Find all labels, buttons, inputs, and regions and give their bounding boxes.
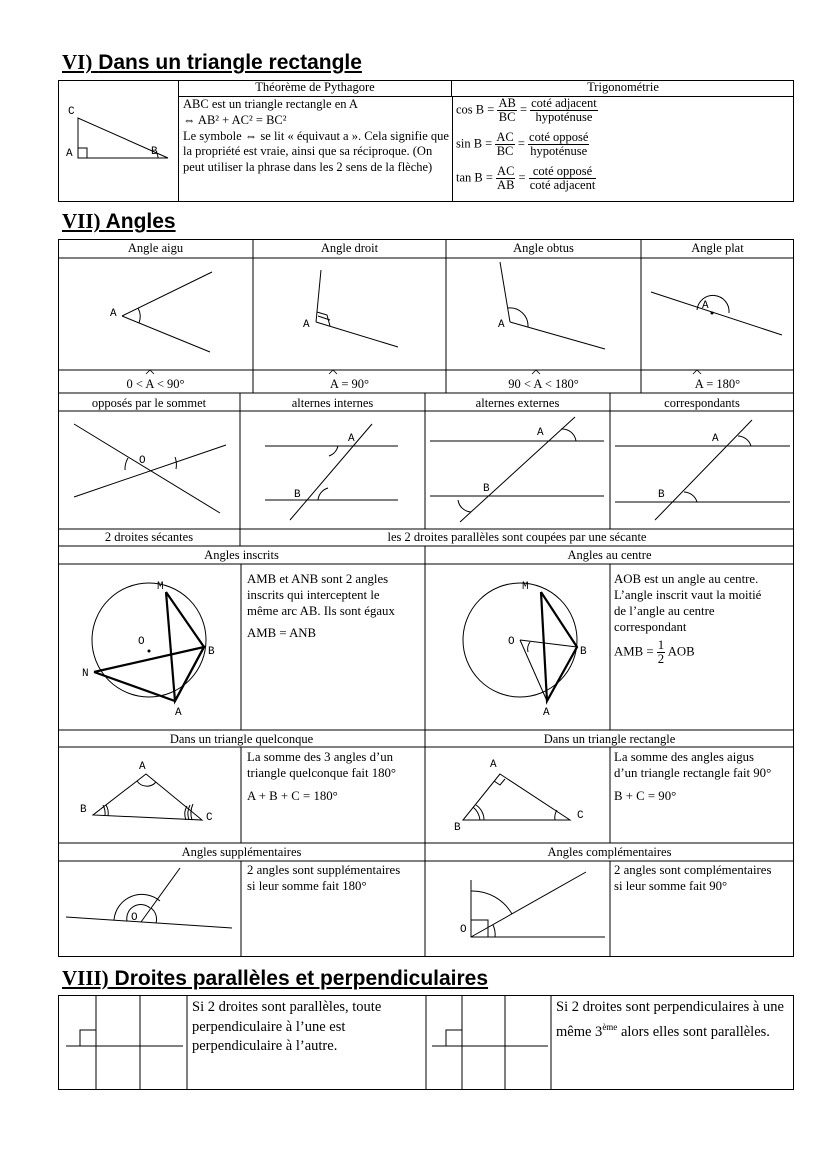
ae-label-b: B (483, 483, 490, 495)
comp-label-o: O (460, 924, 467, 936)
r-label-b: B (454, 822, 461, 834)
tan-num-1: AC (497, 164, 515, 178)
comp-line-2: si leur somme fait 90° (614, 879, 728, 893)
sin-den-1: BC (496, 144, 514, 158)
supp-line-1: 2 angles sont supplémentaires (247, 863, 401, 877)
section-8-number: VIII) (62, 966, 109, 990)
obtus-label-a: A (498, 319, 505, 331)
inscrits-line-1: AMB et ANB sont 2 angles (247, 572, 389, 586)
header-centre: Angles au centre (567, 548, 652, 562)
header-opposes: opposés par le sommet (91, 396, 207, 410)
header-alternes-internes: alternes internes (291, 396, 374, 410)
label-b: B (151, 146, 158, 158)
parallel-right-text-1: Si 2 droites sont perpendiculaires à une même 3 (556, 999, 784, 1040)
supp-label-o: O (131, 912, 138, 924)
tan-label: tan B = (456, 170, 493, 185)
quelc-line-2: triangle quelconque fait 180° (247, 766, 397, 780)
quelc-line-1: La somme des 3 angles d’un (247, 750, 394, 764)
centre-line-3: de l’angle au centre (614, 604, 715, 618)
cond-plat: A = 180° (694, 377, 741, 391)
inscrits-line-4: AMB = ANB (247, 626, 317, 640)
label-a: A (66, 148, 73, 160)
centre-formula-right: AOB (667, 644, 695, 659)
header-complementaires: Angles complémentaires (547, 845, 672, 859)
sin-num-2: coté opposé (529, 130, 589, 144)
section-8-title: Droites parallèles et perpendiculaires (114, 967, 489, 990)
quelc-line-3: A + B + C = 180° (247, 789, 338, 803)
parallel-right-text-2: alors elles sont parallèles. (617, 1023, 770, 1040)
inscrits-line-2: inscrits qui interceptent le (247, 588, 380, 602)
centre-line-1: AOB est un angle au centre. (614, 572, 759, 586)
header-angle-droit: Angle droit (320, 241, 379, 255)
header-supplementaires: Angles supplémentaires (181, 845, 302, 859)
cos-num-1: AB (498, 96, 516, 110)
parallel-left-text: Si 2 droites sont parallèles, toute perpendiculaire à l’une est perpendiculaire à l’autre. (192, 999, 382, 1054)
sin-formula: sin B = $\frac{AC}{BC}$ = $\frac{\text{coté opposé}}{\text{hypoténuse}}$ (456, 130, 589, 158)
rect-line-1: La somme des angles aigus (614, 750, 755, 764)
centre-line-4: correspondant (614, 620, 687, 634)
cent-label-o: O (508, 636, 515, 648)
droit-label-a: A (303, 319, 310, 331)
rect-line-2: d’un triangle rectangle fait 90° (614, 766, 772, 780)
header-alternes-externes: alternes externes (475, 396, 560, 410)
sin-den-2: hypoténuse (530, 144, 588, 158)
supp-line-2: si leur somme fait 180° (247, 879, 367, 893)
insc-label-m: M (157, 581, 164, 593)
footer-paralleles: les 2 droites parallèles sont coupées par une sécante (387, 530, 647, 544)
comp-line-1: 2 angles sont complémentaires (614, 863, 772, 877)
tan-num-2: coté opposé (529, 165, 597, 179)
inscrits-line-3: même arc AB. Ils sont égaux (247, 604, 395, 618)
header-angle-plat: Angle plat (691, 241, 744, 255)
insc-label-o: O (138, 636, 145, 648)
pyth-line-2: ⇔ AB² + AC² = BC² (183, 112, 287, 127)
cos-num-2: coté adjacent (531, 96, 597, 110)
aigu-label-a: A (110, 308, 117, 320)
cond-droit: A = 90° (329, 377, 370, 391)
header-correspondants: correspondants (664, 396, 740, 410)
tan-den-1: AB (497, 178, 515, 192)
section-6-title: Dans un triangle rectangle (98, 51, 362, 74)
cond-aigu: 0 < A < 90° (126, 377, 185, 391)
r-label-a: A (490, 759, 497, 771)
insc-label-b: B (208, 646, 215, 658)
section-6-number: VI) (62, 50, 93, 74)
cond-obtus: 90 < A < 180° (508, 377, 579, 391)
ae-label-a: A (537, 427, 544, 439)
ai-label-a: A (348, 433, 355, 445)
footer-secantes: 2 droites sécantes (104, 530, 194, 544)
opp-label-o: O (139, 455, 146, 467)
half-den: 2 (657, 652, 665, 666)
section-7-number: VII) (62, 209, 101, 233)
parallel-right-sup: ème (602, 1021, 618, 1032)
co-label-a: A (712, 433, 719, 445)
cent-label-b: B (580, 646, 587, 658)
label-c: C (68, 106, 75, 118)
insc-label-a: A (175, 707, 182, 719)
tan-formula: tan B = $\frac{AC}{AB}$ = $\frac{\text{coté opposé}}{\text{coté adjacent}}$ (456, 164, 596, 192)
insc-label-n: N (82, 668, 89, 680)
cent-label-m: M (522, 581, 529, 593)
tan-den-2: coté adjacent (529, 178, 596, 192)
pyth-line-1: ABC est un triangle rectangle en A (183, 97, 358, 111)
header-rectangle: Dans un triangle rectangle (543, 732, 676, 746)
plat-label-a: A (702, 300, 709, 312)
sin-label: sin B = (456, 136, 493, 151)
centre-formula-left: AMB = (614, 644, 657, 659)
q-label-a: A (139, 761, 146, 773)
trig-header: Trigonométrie (452, 80, 794, 97)
pyth-header: Théorème de Pythagore (179, 80, 452, 97)
cos-formula: cos B = $\frac{AB}{BC}$ = $\frac{\text{coté adjacent}}{\text{hypoténuse}}$ (456, 96, 597, 124)
sin-num-1: AC (496, 130, 514, 144)
header-angle-aigu: Angle aigu (127, 241, 184, 255)
cos-den-1: BC (498, 110, 516, 124)
cos-label: cos B = (456, 102, 495, 117)
header-quelconque: Dans un triangle quelconque (169, 732, 314, 746)
half-num: 1 (657, 638, 665, 652)
ai-label-b: B (294, 489, 301, 501)
rect-line-3: B + C = 90° (614, 789, 677, 803)
cent-label-a: A (543, 707, 550, 719)
header-angle-obtus: Angle obtus (513, 241, 574, 255)
header-inscrits: Angles inscrits (204, 548, 279, 562)
centre-line-2: L’angle inscrit vaut la moitié (614, 588, 762, 602)
section-7-title: Angles (105, 210, 176, 233)
q-label-b: B (80, 804, 87, 816)
r-label-c: C (577, 810, 584, 822)
cos-den-2: hypoténuse (535, 110, 593, 124)
pyth-line-3: Le symbole ⇔ se lit « équivaut a ». Cela signifie que la propriété est vraie, ainsi que sa réciproque. (On peut utiliser la phrase dans les 2 sens de la flèche) (183, 128, 449, 175)
q-label-c: C (206, 812, 213, 824)
co-label-b: B (658, 489, 665, 501)
parallel-right-text (556, 998, 790, 1042)
